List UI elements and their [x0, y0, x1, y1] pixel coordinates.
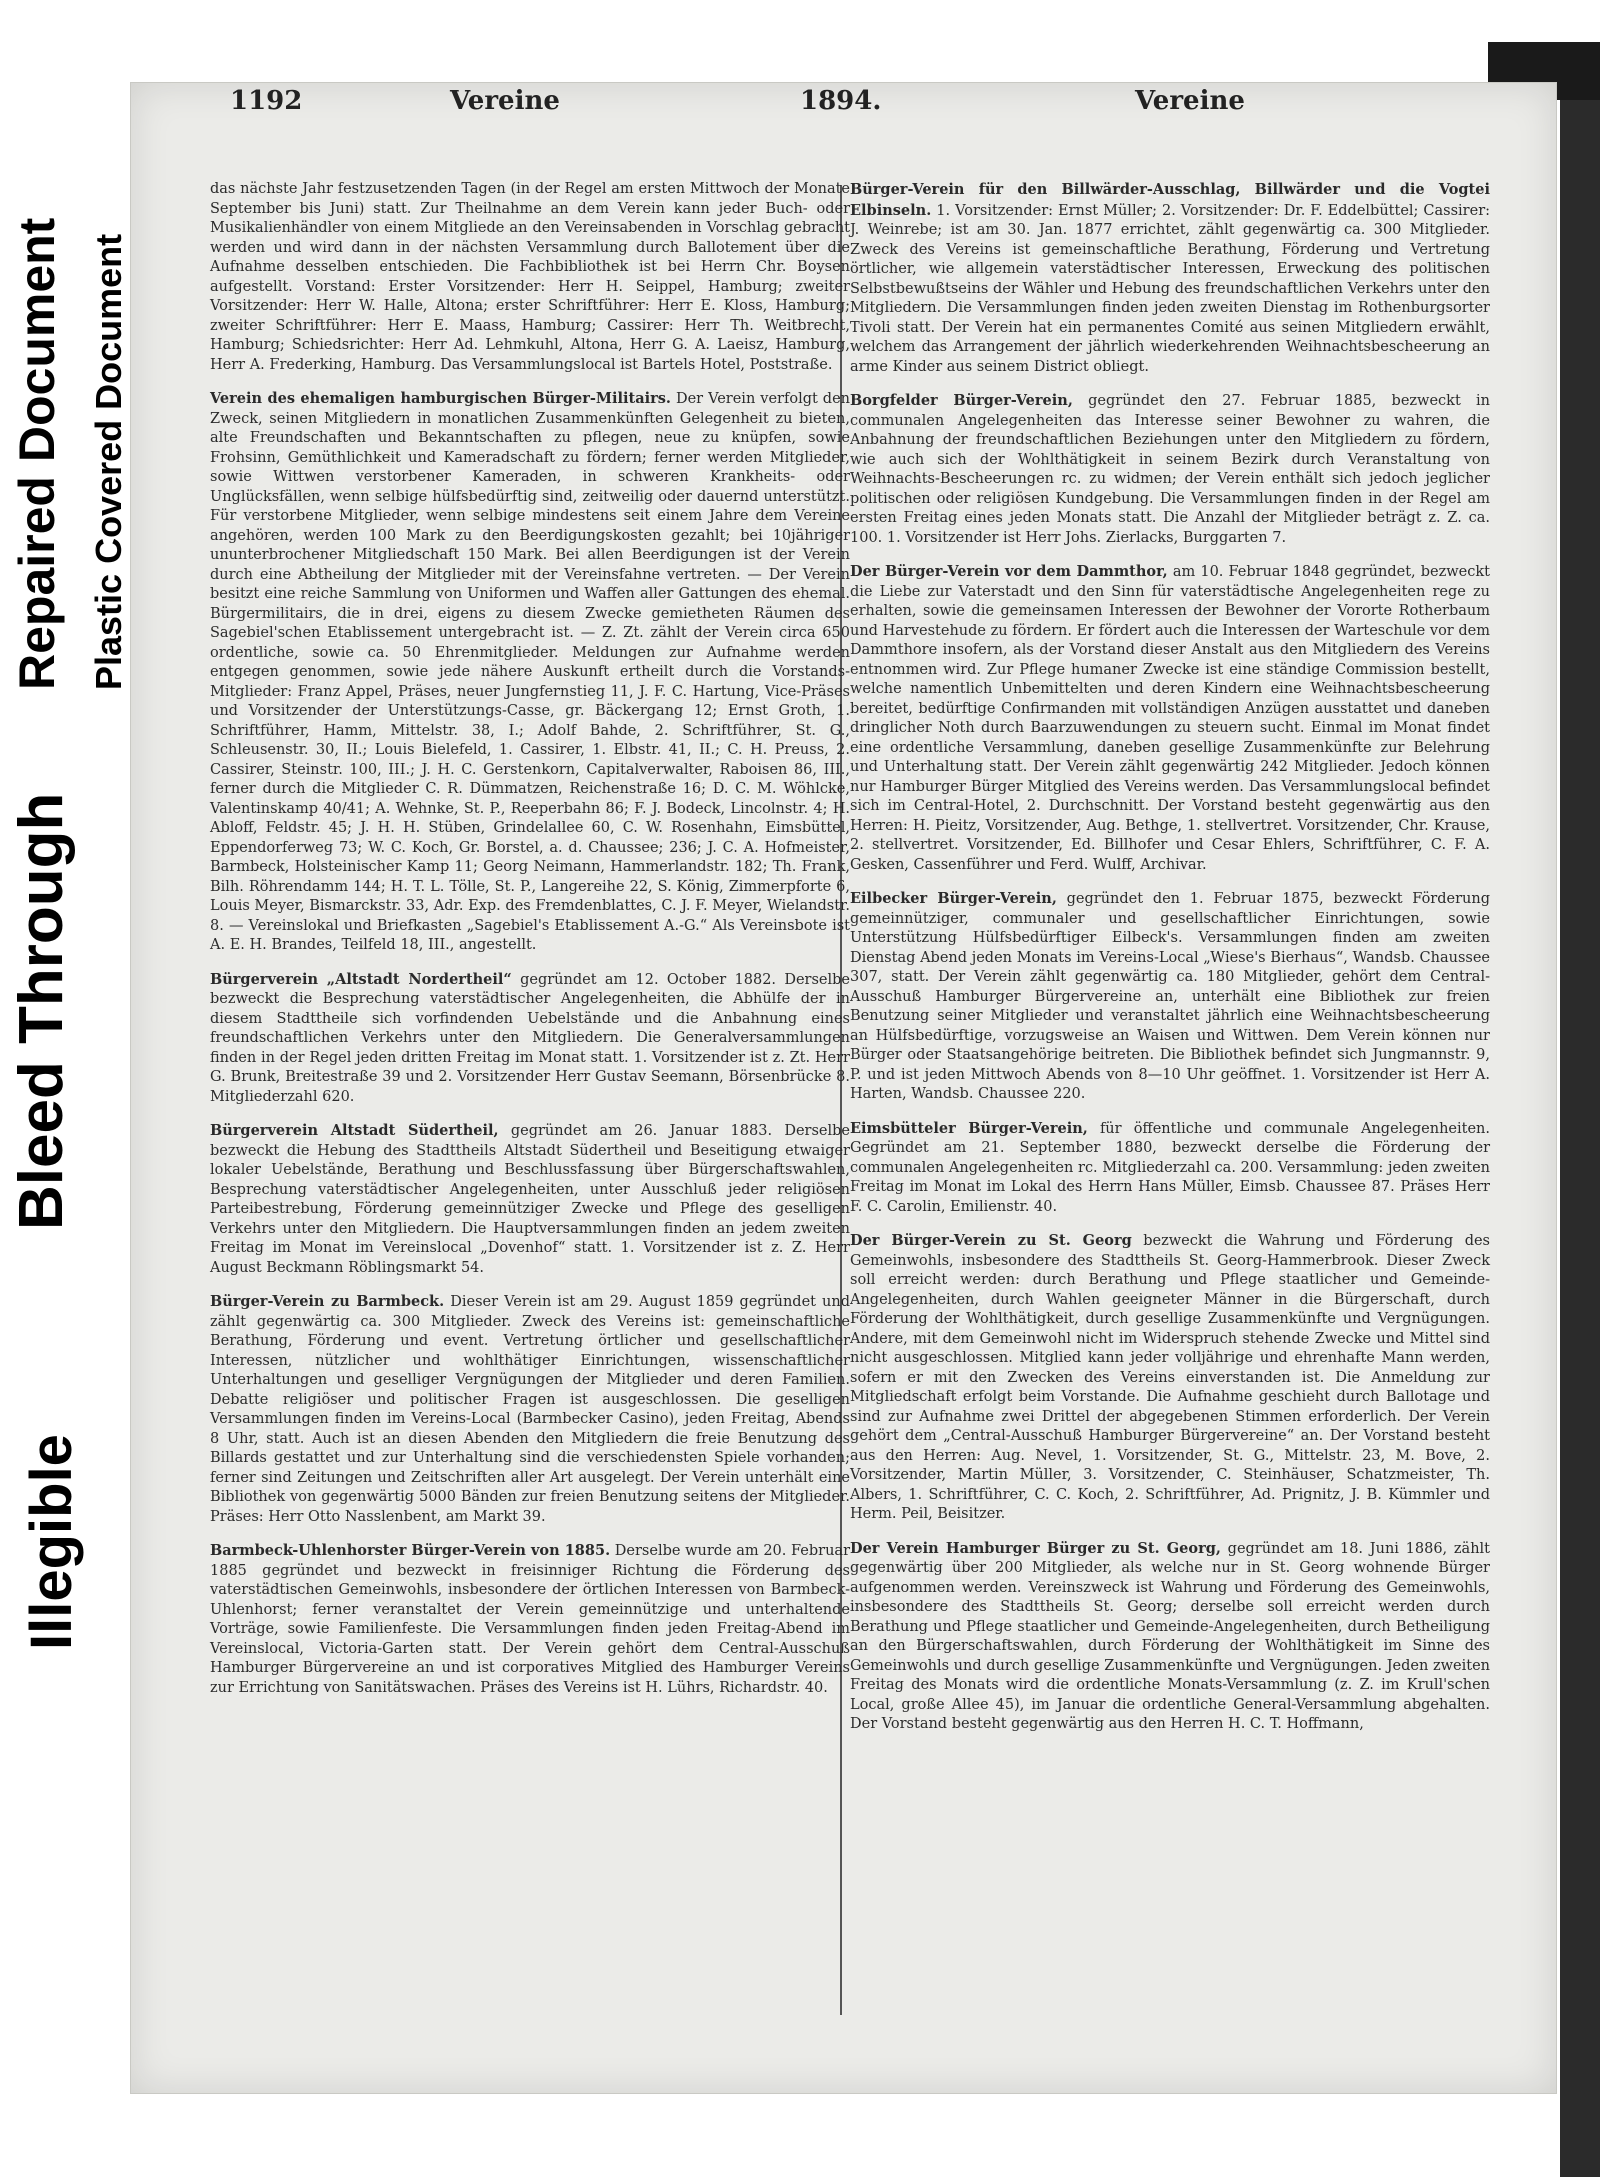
- entry-title: Der Bürger-Verein vor dem Dammthor,: [850, 563, 1168, 580]
- entry-body: Dieser Verein ist am 29. August 1859 gegründet und zählt gegenwärtig ca. 300 Mitglieder. Zweck des Vereins ist: gemeinschaftliche Berathung, Förderung und event. Vertretung örtlicher und gesellschaftlicher Interessen, nützlicher und wohlthätiger Einrichtungen, wissenschaftlicher Unterhaltungen und geselliger Vergnügungen der Mitglieder und deren Familien. Debatte religiöser und politischer Fragen ist ausgeschlossen. Die geselligen Versammlungen finden im Vereins-Local (Barmbecker Casino), jeden Freitag, Abends 8 Uhr, statt. Auch ist an diesen Abenden den Mitgliedern die freie Benutzung des Billards gestattet und zur Unterhaltung sind die verschiedensten Spiele vorhanden; ferner sind Zeitungen und Zeitschriften aller Art ausgelegt. Der Verein unterhält eine Bibliothek von gegenwärtig 5000 Bänden zur freien Benutzung seitens der Mitglieder. Präses: Herr Otto Nasslenbent, am Markt 39.: [210, 1294, 851, 1525]
- side-label-bleed-through: Bleed Through: [7, 792, 76, 1230]
- entry-body: gegründet am 26. Januar 1883. Derselbe bezweckt die Hebung des Stadttheils Altstadt Südertheil und Beseitigung etwaiger lokaler Uebelstände, Berathung und Beschlussfassung über Bürgerschaftswahlen, Besprechung vaterstädtischer Angelegenheiten, unter Ausschluß jeder religiösen Parteibestrebung, Förderung gemeinnütziger Zwecke und Pflege des geselligen Verkehrs unter den Mitgliedern. Die Hauptversammlungen finden an jedem zweiten Freitag im Monat im Vereinslocal „Dovenhof“ statt. 1. Vorsitzender ist z. Z. Herr August Beckmann Röblingsmarkt 54.: [210, 1123, 851, 1276]
- entry: [850, 562, 1490, 875]
- entry: [210, 180, 850, 375]
- entry-body: gegründet am 18. Juni 1886, zählt gegenwärtig über 200 Mitglieder, als welche nur in St. Georg wohnende Bürger aufgenommen werden. Vereinszweck ist Wahrung und Förderung des Gemeinwohls, insbesondere des Stadttheils St. Georg; derselbe soll erreicht werden durch Berathung und Pflege staatlicher und Gemeinde-Angelegenheiten, durch Betheiligung an den Bürgerschaftswahlen, durch Förderung der Wohlthätigkeit im Sinne des Gemeinwohls und durch gesellige Zusammenkünfte und Vergnügungen. Jeden zweiten Freitag des Monats wird die ordentliche Monats-Versammlung (z. Z. im Krull'schen Local, große Allee 45), im Januar die ordentliche General-Versammlung abgehalten. Der Vorstand besteht gegenwärtig aus den Herren H. C. T. Hoffmann,: [850, 1540, 1491, 1732]
- entry-body: gegründet am 12. October 1882. Derselbe bezweckt die Besprechung vaterstädtischer Angelegenheiten, die Abhülfe der in diesem Stadttheile sich vorfindenden Uebelstände und die Anbahnung eines freundschaftlichen Verkehrs unter den Mitgliedern. Die Generalversammlungen finden in der Regel jeden dritten Freitag im Monat statt. 1. Vorsitzender ist z. Zt. Herr G. Brunk, Breitestraße 39 und 2. Vorsitzender Herr Gustav Seemann, Börsenbrücke 8. Mitgliederzahl 620.: [210, 971, 850, 1105]
- entry-title: Bürgerverein „Altstadt Nordertheil“: [210, 970, 512, 988]
- year-heading: 1894.: [800, 86, 882, 116]
- entry-body: 1. Vorsitzender: Ernst Müller; 2. Vorsitzender: Dr. F. Eddelbüttel; Cassirer: J. Weinrebe; ist am 30. Jan. 1877 errichtet, zählt gegenwärtig ca. 300 Mitglieder. Zweck des Vereins ist gemeinschaftliche Berathung, Förderung und Vertretung örtlicher, wie allgemein vaterstädtischer Interessen, Erweckung des politischen Selbstbewußtseins der Wähler und Hebung des freundschaftlichen Verkehrs unter den Mitgliedern. Die Versammlungen finden jeden zweiten Dienstag im Rothenburgsorter Tivoli statt. Der Verein hat ein permanentes Comité aus seinen Mitgliedern erwählt, welchem das Arrangement der jährlich wiederkehrenden Weihnachtsbescheerung an arme Kinder aus seinem District obliegt.: [850, 202, 1491, 375]
- entry: [210, 1541, 850, 1698]
- entry-body: bezweckt die Wahrung und Förderung des Gemeinwohls, insbesondere des Stadttheils St. Georg-Hammerbrook. Dieser Zweck soll erreicht werden: durch Berathung und Pflege staatlicher und Gemeinde-Angelegenheiten, durch Wahlen geeigneter Männer in die Bürgerschaft, durch Förderung der Wohlthätigkeit, durch gesellige Zusammenkünfte und Vergnügungen. Andere, mit dem Gemeinwohl nicht im Widerspruch stehende Zwecke und Mittel sind nicht ausgeschlossen. Mitglied kann jeder volljährige und ehrenhafte Mann werden, sofern er mit den Zwecken des Vereins einverstanden ist. Die Anmeldung zur Mitgliedschaft erfolgt beim Vorstande. Die Aufnahme geschieht durch Ballotage und sind zur Aufnahme zwei Drittel der abgegebenen Stimmen erforderlich. Der Verein gehört dem „Central-Ausschuß Hamburger Bürgervereine“ an. Der Vorstand besteht aus den Herren: Aug. Nevel, 1. Vorsitzender, St. G., Mittelstr. 23, M. Bove, 2. Vorsitzender, Martin Müller, 3. Vorsitzender, C. Steinhäuser, Schatzmeister, Th. Albers, 1. Schriftführer, C. C. Koch, 2. Schriftführer, Ad. Prignitz, J. B. Kümmler und Herm. Peil, Beisitzer.: [850, 1233, 1490, 1522]
- left-running-title: Vereine: [450, 86, 560, 116]
- entry-body: das nächste Jahr festzusetzenden Tagen (in der Regel am ersten Mittwoch der Monate September bis Juni) statt. Zur Theilnahme an dem Verein kann jeder Buch- oder Musikalienhändler von einem Mitgliede an den Vereinsabenden in Vorschlag gebracht werden und wird dann in der nächsten Versammlung durch Ballotement über die Aufnahme desselben entschieden. Die Fachbibliothek ist bei Herrn Chr. Boysen aufgestellt. Vorstand: Erster Vorsitzender: Herr H. Seippel, Hamburg; zweiter Vorsitzender: Herr W. Halle, Altona; erster Schriftführer: Herr E. Kloss, Hamburg; zweiter Schriftführer: Herr E. Maass, Hamburg; Cassirer: Herr Th. Weitbrecht, Hamburg; Schiedsrichter: Herr Ad. Lehmkuhl, Altona, Herr G. A. Laeisz, Hamburg, Herr A. Frederking, Hamburg. Das Versammlungslocal ist Bartels Hotel, Poststraße.: [210, 181, 850, 373]
- entry-title: Eilbecker Bürger-Verein,: [850, 890, 1057, 907]
- entry-title: Barmbeck-Uhlenhorster Bürger-Verein von 1885.: [210, 1542, 611, 1559]
- side-label-repaired: Repaired Document: [9, 217, 65, 690]
- entry-title: Der Verein Hamburger Bürger zu St. Georg,: [850, 1539, 1221, 1557]
- entry: [210, 970, 850, 1108]
- entry-body: am 10. Februar 1848 gegründet, bezweckt die Liebe zur Vaterstadt und den Sinn für vaterstädtische Angelegenheiten rege zu erhalten, sowie die gemeinsamen Interessen der Bewohner der Vororte Rotherbaum und Harvestehude zu fördern. Er fördert auch die Interessen der Warteschule vor dem Dammthore insofern, als der Vorstand dieser Anstalt aus den Mitgliedern des Vereins entnommen wird. Zur Pflege humaner Zwecke ist eine ständige Commission bestellt, welche namentlich Unbemittelten und deren Kindern eine Weihnachtsbescheerung bereitet, bedürftige Confirmanden mit vollständigen Anzügen ausstattet und daneben dringlicher Noth durch Baarzuwendungen zu steuern sucht. Einmal im Monat findet eine ordentliche Versammlung, daneben gesellige Zusammenkünfte zur Belehrung und Unterhaltung statt. Der Verein zählt gegenwärtig 242 Mitglieder. Jedoch können nur Hamburger Bürger Mitglied des Vereins werden. Das Versammlungslocal befindet sich im Central-Hotel, 2. Durchschnitt. Der Vorstand besteht gegenwärtig aus den Herren: H. Pieitz, Vorsitzender, Aug. Bethge, 1. stellvertret. Vorsitzender, Chr. Krause, 2. stellvertret. Vorsitzender, Ed. Billhofer und Cesar Ehlers, Schriftführer, C. F. A. Gesken, Cassenführer und Ferd. Wulff, Archivar.: [850, 564, 1490, 873]
- entry: [850, 1119, 1490, 1218]
- page-number: 1192: [230, 86, 303, 116]
- entry: [210, 1121, 850, 1278]
- right-running-title: Vereine: [1135, 86, 1245, 116]
- entry-body: gegründet den 27. Februar 1885, bezweckt in communalen Angelegenheiten das Interesse seiner Bewohner zu wahren, die Anbahnung der freundschaftlichen Beziehungen unter den Mitgliedern zu fördern, wie auch sich der Wohlthätigkeit in seinem Bezirk durch Veranstaltung von Weihnachts-Bescheerungen rc. zu widmen; der Verein enthält sich jedoch jeglicher politischen oder religiösen Kundgebung. Die Versammlungen finden in der Regel am ersten Freitag eines jeden Monats statt. Die Anzahl der Mitglieder beträgt z. Z. ca. 100. 1. Vorsitzender ist Herr Johs. Zierlacks, Burggarten 7.: [850, 393, 1490, 546]
- entry: [850, 889, 1490, 1105]
- entry-title: Bürgerverein Altstadt Südertheil,: [210, 1122, 499, 1139]
- entry-title: Bürger-Verein zu Barmbeck.: [210, 1293, 445, 1310]
- side-label-illegible: Illegible: [19, 1434, 84, 1650]
- entry-title: Eimsbütteler Bürger-Verein,: [850, 1119, 1088, 1137]
- entry-title: Borgfelder Bürger-Verein,: [850, 392, 1073, 409]
- entry-title: Verein des ehemaligen hamburgischen Bürger-Militairs.: [210, 390, 671, 407]
- entry: [210, 389, 850, 956]
- entry: [850, 391, 1490, 548]
- right-column: [850, 180, 1490, 1749]
- scanner-edge-strip: [1560, 100, 1600, 2177]
- left-column: [210, 180, 850, 1712]
- entry: [850, 1539, 1490, 1735]
- entry-body: gegründet den 1. Februar 1875, bezweckt Förderung gemeinnütziger, communaler und gesellschaftlicher Einrichtungen, sowie Unterstützung Hülfsbedürftiger Eilbeck's. Versammlungen finden am zweiten Dienstag Abend jeden Monats im Vereins-Local „Wiese's Bierhaus“, Wandsb. Chaussee 307, statt. Der Verein zählt gegenwärtig ca. 180 Mitglieder, gehört dem Central-Ausschuß Hamburger Bürgervereine an, unterhält eine Bibliothek zur freien Benutzung seiner Mitglieder und veranstaltet jährlich eine Weihnachtsbescheerung an Hülfsbedürftige, vorzugsweise an Waisen und Wittwen. Dem Verein können nur Bürger oder Staatsangehörige beitreten. Die Bibliothek befindet sich Jungmannstr. 9, P. und ist jeden Mittwoch Abends von 8—10 Uhr geöffnet. 1. Vorsitzender ist Herr A. Harten, Wandsb. Chaussee 220.: [850, 891, 1490, 1102]
- entry-body: für öffentliche und communale Angelegenheiten. Gegründet am 21. September 1880, bezweckt derselbe die Förderung der communalen Angelegenheiten rc. Mitgliederzahl ca. 200. Versammlung: jeden zweiten Freitag im Monat im Lokal des Herrn Hans Müller, Eimsb. Chaussee 87. Präses Herr F. C. Carolin, Emilienstr. 40.: [850, 1120, 1490, 1215]
- page-header: [100, 70, 1500, 130]
- entry-body: Derselbe wurde am 20. Februar 1885 gegründet und bezweckt in freisinniger Richtung die Förderung des vaterstädtischen Gemeinwohls, insbesondere der örtlichen Interessen von Barmbeck-Uhlenhorst; ferner veranstaltet der Verein gemeinnützige und unterhaltende Vorträge, sowie Familienfeste. Die Versammlungen finden jeden Freitag-Abend im Vereinslocal, Victoria-Garten statt. Der Verein gehört dem Central-Ausschuß Hamburger Bürgervereine an und ist corporatives Mitglied des Hamburger Vereins zur Errichtung von Sanitätswachen. Präses des Vereins ist H. Lührs, Richardstr. 40.: [210, 1543, 851, 1696]
- entry-title: Bürger-Verein für den Billwärder-Ausschlag, Billwärder und die Vogtei Elbinseln.: [850, 181, 1490, 219]
- entry-title: Der Bürger-Verein zu St. Georg: [850, 1232, 1132, 1249]
- entry: [210, 1292, 850, 1527]
- entry: [850, 180, 1490, 377]
- side-label-plastic: Plastic Covered Document: [88, 233, 129, 690]
- entry-body: Der Verein verfolgt den Zweck, seinen Mitgliedern in monatlichen Zusammenkünften Gelegenheit zu bieten, alte Freundschaften und Bekanntschaften zu pflegen, neue zu knüpfen, sowie Frohsinn, Gemüthlichkeit und Kameradschaft zu fördern; ferner werden Mitglieder, sowie Wittwen verstorbener Kameraden, in schweren Krankheits- oder Unglücksfällen, wenn selbige hülfsbedürftig sind, zeitweilig oder dauernd unterstützt. Für verstorbene Mitglieder, wenn selbige mindestens seit einem Jahre dem Vereine angehören, werden 100 Mark zu den Beerdigungskosten gezahlt; bei 10jähriger ununterbrochener Mitgliedschaft 150 Mark. Bei allen Beerdigungen ist der Verein durch eine Abtheilung der Mitglieder mit der Vereinsfahne vertreten. — Der Verein besitzt eine reiche Sammlung von Uniformen und Waffen aller Gattungen des ehemal. Bürgermilitairs, die in drei, eigens zu diesem Zwecke gemietheten Räumen des Sagebiel'schen Etablissement untergebracht ist. — Z. Zt. zählt der Verein circa 650 ordentliche, sowie ca. 50 Ehrenmitglieder. Meldungen zur Aufnahme werden entgegen genommen, sowie jede nähere Auskunft ertheilt durch die Vorstands-Mitglieder: Franz Appel, Präses, neuer Jungfernstieg 11, J. F. C. Hartung, Vice-Präses und Vorsitzender der Unterstützungs-Casse, gr. Bäckergang 12; Ernst Groth, 1. Schriftführer, Hamm, Mittelstr. 38, I.; Adolf Bahde, 2. Schriftführer, St. G., Schleusenstr. 30, II.; Louis Bielefeld, 1. Cassirer, 1. Elbstr. 41, II.; C. H. Preuss, 2. Cassirer, Steinstr. 100, III.; J. H. C. Gerstenkorn, Capitalverwalter, Raboisen 86, III., ferner durch die Mitglieder C. R. Dümmatzen, Reichenstraße 16; D. C. M. Wöhlcke, Valentinskamp 40/41; A. Wehnke, St. P., Reeperbahn 86; F. J. Bodeck, Lincolnstr. 4; H. Abloff, Feldstr. 45; J. H. H. Stüben, Grindelallee 60, C. W. Rosenhahn, Eimsbüttel, Eppendorferweg 73; W. C. Koch, Gr. Borstel, a. d. Chaussee; 236; J. C. A. Hofmeister, Barmbeck, Holsteinischer Kamp 11; Georg Neimann, Hammerlandstr. 182; Th. Frank, Bilh. Röhrendamm 144; H. T. L. Tölle, St. P., Langereihe 22, S. König, Zimmerpforte 6, Louis Meyer, Bismarckstr. 33, Adr. Exp. des Fremdenblattes, C. J. F. Meyer, Wielandstr. 8. — Vereinslokal und Briefkasten „Sagebiel's Etablissement A.-G.“ Als Vereinsbote ist A. E. H. Brandes, Teilfeld 18, III., angestellt.: [210, 391, 850, 953]
- entry: [850, 1231, 1490, 1525]
